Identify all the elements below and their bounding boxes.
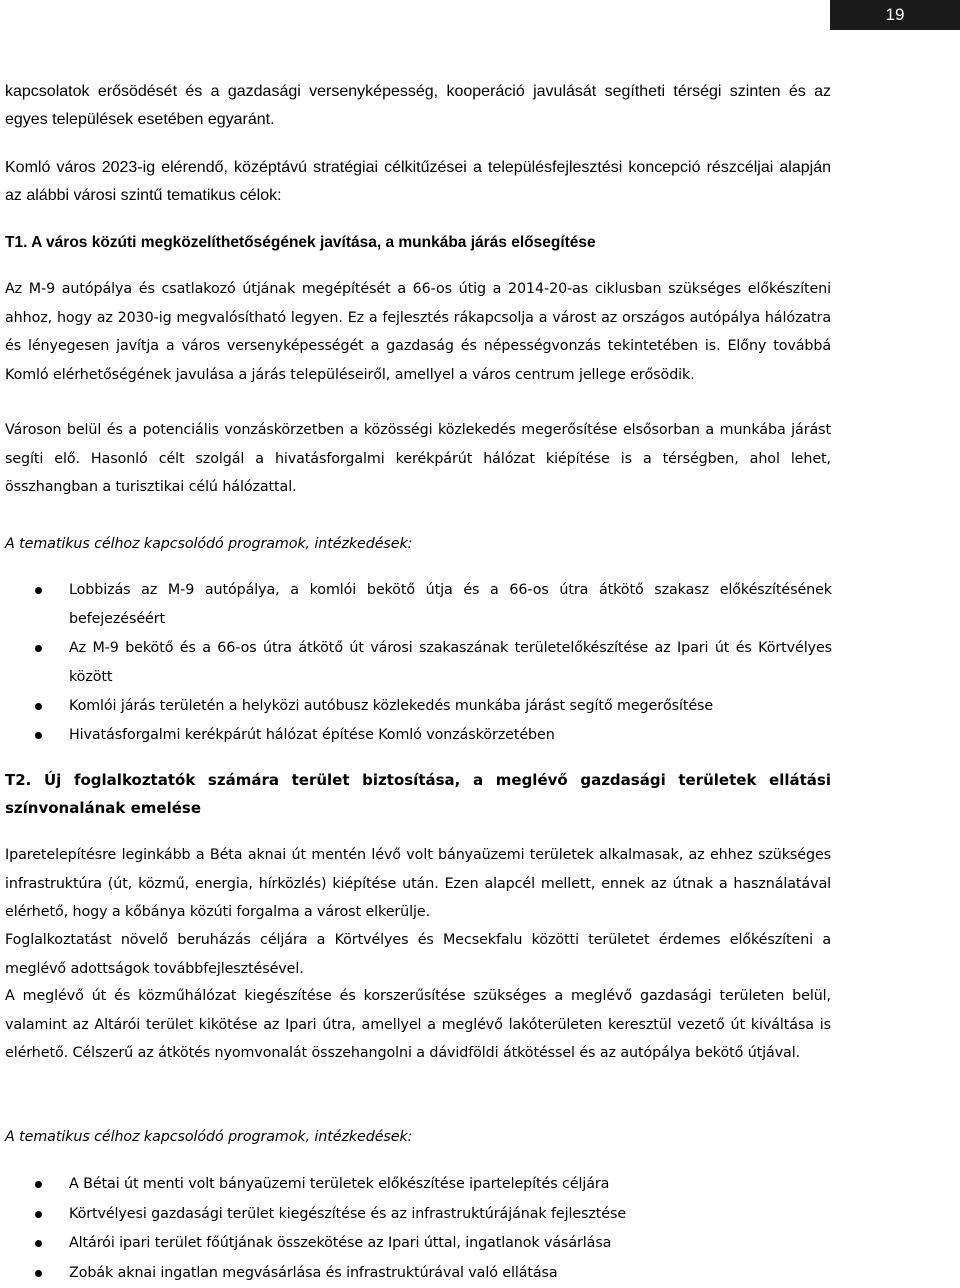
t2-program-list [0, 1170, 832, 1288]
intro-paragraph-1: kapcsolatok erősödését és a gazdasági versenyképesség, kooperáció javulását segítheti térségi szinten és az egyes települések esetében egyaránt. [5, 78, 831, 134]
list-item: Komlói járás területén a helyközi autóbusz közlekedés munkába járást segítő megerősítése [0, 692, 832, 721]
t1-program-list [0, 576, 832, 750]
list-item: Altárói ipari terület főútjának összekötése az Ipari úttal, ingatlanok vásárlása [0, 1229, 832, 1259]
intro-paragraph-2: Komló város 2023-ig elérendő, középtávú stratégiai célkitűzései a településfejlesztési koncepció részcéljai alapján az alábbi városi szintű tematikus célok: [5, 154, 831, 210]
list-item: A Bétai út menti volt bányaüzemi területek előkészítése ipartelepítés céljára [0, 1170, 832, 1200]
t1-heading: T1. A város közúti megközelíthetőségének javítása, a munkába járás elősegítése [5, 229, 831, 257]
bullet-icon [35, 732, 42, 739]
bullet-icon [35, 645, 42, 652]
bullet-icon [35, 1240, 42, 1247]
t2-paragraph-3: A meglévő út és közműhálózat kiegészítése és korszerűsítése szükséges a meglévő gazdasági területen belül, valamint az Altárói terület kikötése az Ipari útra, amellyel a meglévő lakóterületen keresztül vezető út kiváltása is elérhető. Célszerű az átkötés nyomvonalát összehangolni a dávidföldi átkötéssel és az autópálya bekötő útjával. [5, 982, 831, 1068]
t2-paragraph-2: Foglalkoztatást növelő beruházás céljára a Körtvélyes és Mecsekfalu közötti területet érdemes előkészíteni a meglévő adottságok továbbfejlesztésével. [5, 926, 831, 983]
bullet-icon [35, 1211, 42, 1218]
bullet-icon [35, 703, 42, 710]
t1-paragraph-1: Az M-9 autópálya és csatlakozó útjának megépítését a 66-os útig a 2014-20-as ciklusban szükséges előkészíteni ahhoz, hogy az 2030-ig megvalósítható legyen. Ez a fejlesztés rákapcsolja a várost az országos autópálya hálózatra és lényegesen javítja a város versenyképességét a gazdaság és népességvonzás tekintetében is. Előny továbbá Komló elérhetőségének javulása a járás településeiről, amellyel a város centrum jellege erősödik. [5, 275, 831, 389]
bullet-icon [35, 1270, 42, 1277]
bullet-icon [35, 1181, 42, 1188]
list-item: Az M-9 bekötő és a 66-os útra átkötő út városi szakaszának területelőkészítése az Ipari út és Körtvélyes között [0, 634, 832, 692]
programs-heading-1: A tematikus célhoz kapcsolódó programok, intézkedések: [5, 530, 831, 559]
list-item: Lobbizás az M-9 autópálya, a komlói bekötő útja és a 66-os útra átkötő szakasz előkészítésének befejezéséért [0, 576, 832, 634]
list-item: Zobák aknai ingatlan megvásárlása és infrastruktúrával való ellátása [0, 1259, 832, 1288]
programs-heading-2: A tematikus célhoz kapcsolódó programok, intézkedések: [5, 1123, 831, 1152]
page-number: 19 [830, 0, 960, 30]
bullet-icon [35, 587, 42, 594]
t1-paragraph-2: Városon belül és a potenciális vonzáskörzetben a közösségi közlekedés megerősítése elsősorban a munkába járást segíti elő. Hasonló célt szolgál a hivatásforgalmi kerékpárút hálózat kiépítése is a térségben, ahol lehet, összhangban a turisztikai célú hálózattal. [5, 416, 831, 502]
t2-paragraph-1: Iparetelepítésre leginkább a Béta aknai út mentén lévő volt bányaüzemi területek alkalmasak, az ehhez szükséges infrastruktúra (út, közmű, energia, hírközlés) kiépítése után. Ezen alapcél mellett, ennek az útnak a használatával elérhető, hogy a kőbánya közúti forgalma a várost elkerülje. [5, 841, 831, 927]
list-item: Körtvélyesi gazdasági terület kiegészítése és az infrastruktúrájának fejlesztése [0, 1200, 832, 1230]
list-item: Hivatásforgalmi kerékpárút hálózat építése Komló vonzáskörzetében [0, 721, 832, 750]
t2-heading: T2. Új foglalkoztatók számára terület biztosítása, a meglévő gazdasági területek ellátási színvonalának emelése [5, 766, 831, 822]
